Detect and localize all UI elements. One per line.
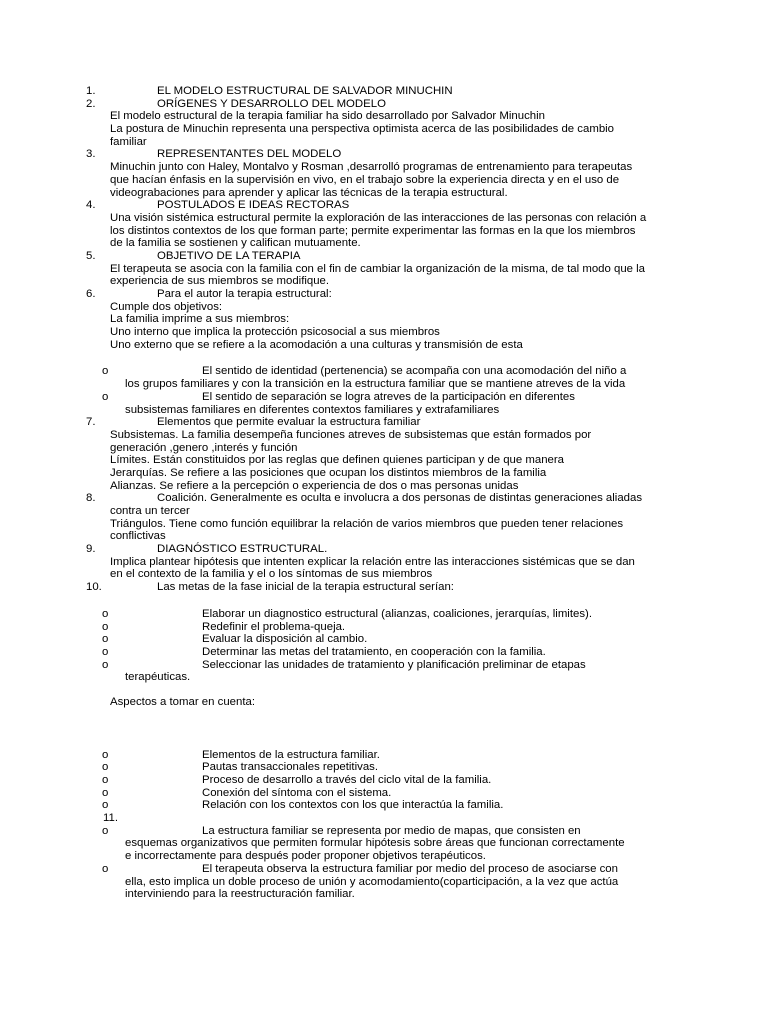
body-text: Minuchin junto con Haley, Montalvo y Rosman ,desarrolló programas de entrenamiento para terapeutas	[110, 161, 633, 174]
list-item	[0, 774, 768, 787]
section-8	[0, 492, 768, 505]
list-item	[0, 633, 768, 646]
bullet-text: Relación con los contextos con los que interactúa la familia.	[202, 799, 504, 812]
section-5	[0, 250, 768, 263]
list-item	[0, 799, 768, 812]
body-text: videograbaciones para aprender y aplicar las técnicas de la terapia estructural.	[110, 186, 508, 199]
body-text: Cumple dos objetivos:	[110, 300, 223, 313]
section-title: Las metas de la fase inicial de la terapia estructural serían:	[157, 581, 454, 594]
bullet-marker: o	[102, 607, 109, 620]
section-title: POSTULADOS E IDEAS RECTORAS	[157, 199, 350, 212]
bullet-continuation: e incorrectamente para después poder proponer objetivos terapéuticos.	[125, 850, 486, 863]
body-text: Uno interno que implica la protección psicosocial a sus miembros	[110, 326, 440, 339]
section-number: 4.	[86, 199, 96, 212]
body-text: los distintos contextos de los que forman parte; permite experimentar las formas en la que los miembros	[110, 224, 636, 237]
bullet-text: Seleccionar las unidades de tratamiento y planificación preliminar de etapas	[202, 658, 586, 671]
list-item	[0, 749, 768, 762]
section-10	[0, 581, 768, 594]
body-text: de la familia se sostienen y califican mutuamente.	[110, 237, 361, 250]
body-text: familiar	[110, 135, 147, 148]
body-text: Límites. Están constituidos por las reglas que definen quienes participan y de que manera	[110, 454, 565, 467]
bullet-continuation: terapéuticas.	[125, 671, 191, 684]
section-title: REPRESENTANTES DEL MODELO	[157, 148, 342, 161]
section-4	[0, 199, 768, 212]
list-item	[0, 659, 768, 672]
bullet-continuation: ella, esto implica un doble proceso de unión y acomodamiento(coparticipación, a la vez que actúa	[125, 875, 619, 888]
body-text: contra un tercer	[110, 505, 190, 517]
section-number: 8.	[86, 492, 96, 505]
bullet-marker: o	[102, 786, 109, 799]
section-3	[0, 148, 768, 161]
section-title: OBJETIVO DE LA TERAPIA	[157, 249, 301, 262]
bullet-text: La estructura familiar se representa por medio de mapas, que consisten en	[202, 824, 581, 837]
body-text: Implica plantear hipótesis que intenten explicar la relación entre las interacciones sistémicas que se dan	[110, 555, 635, 568]
bullet-text: Conexión del síntoma con el sistema.	[202, 786, 392, 799]
list-item	[0, 621, 768, 634]
body-text: La familia imprime a sus miembros:	[110, 313, 290, 326]
bullet-text: Elaborar un diagnostico estructural (alianzas, coaliciones, jerarquías, limites).	[202, 607, 592, 620]
body-text: en el contexto de la familia y el o los síntomas de sus miembros	[110, 568, 433, 581]
bullet-text: El sentido de separación se logra atreves de la participación en diferentes	[202, 390, 575, 403]
bullet-text: Pautas transaccionales repetitivas.	[202, 761, 379, 774]
body-text: Subsistemas. La familia desempeña funciones atreves de subsistemas que están formados por	[110, 428, 592, 441]
list-item	[0, 608, 768, 621]
bullet-text: Elementos de la estructura familiar.	[202, 748, 380, 761]
body-text: experiencia de sus miembros se modifique.	[110, 275, 330, 288]
body-text: conflictivas	[110, 530, 166, 543]
bullet-continuation: subsistemas familiares en diferentes contextos familiares y extrafamiliares	[125, 403, 500, 416]
bullet-marker: o	[102, 761, 109, 774]
body-text: El modelo estructural de la terapia familiar ha sido desarrollado por Salvador Minuchin	[110, 110, 545, 123]
list-item	[0, 825, 768, 838]
section-number: 2.	[86, 97, 96, 110]
document-page	[0, 85, 768, 901]
body-text: Una visión sistémica estructural permite la exploración de las interacciones de las personas con relación a	[110, 211, 647, 224]
bullet-text: El sentido de identidad (pertenencia) se acompaña con una acomodación del niño a	[202, 365, 627, 378]
section-title: Para el autor la terapia estructural:	[157, 288, 332, 300]
body-text: Aspectos a tomar en cuenta:	[110, 695, 255, 708]
body-text: Triángulos. Tiene como función equilibrar la relación de varios miembros que pueden tener relaciones	[110, 517, 624, 530]
aspects-title	[0, 696, 768, 709]
bullet-text: Determinar las metas del tratamiento, en cooperación con la familia.	[202, 645, 546, 658]
bullet-text: El terapeuta observa la estructura familiar por medio del proceso de asociarse con	[202, 862, 618, 875]
list-item	[0, 646, 768, 659]
section-number: 7.	[86, 416, 96, 429]
bullet-marker: o	[102, 799, 109, 812]
bullet-text: Redefinir el problema-queja.	[202, 620, 346, 633]
list-item	[0, 391, 768, 404]
section-title: Coalición. Generalmente es oculta e involucra a dos personas de distintas generaciones aliadas	[157, 492, 643, 505]
list-item	[0, 787, 768, 800]
bullet-marker: o	[102, 824, 109, 837]
bullet-marker: o	[102, 774, 109, 786]
list-item	[0, 863, 768, 876]
section-2	[0, 98, 768, 111]
body-text: La postura de Minuchin representa una perspectiva optimista acerca de las posibilidades de cambio	[110, 123, 615, 136]
body-text: que hacían énfasis en la supervisión en vivo, en el trabajo sobre la experiencia directa y en el uso de	[110, 173, 620, 186]
section-9	[0, 543, 768, 556]
body-text: Jerarquías. Se refiere a las posiciones que ocupan los distintos miembros de la familia	[110, 466, 547, 479]
bullet-text: Proceso de desarrollo a través del ciclo vital de la familia.	[202, 774, 492, 786]
bullet-continuation: los grupos familiares y con la transición en la estructura familiar que se mantiene atreves de la vida	[125, 378, 626, 391]
bullet-marker: o	[102, 862, 109, 875]
section-number: 9.	[86, 543, 96, 556]
section-number: 10.	[86, 581, 102, 594]
section-1	[0, 85, 768, 98]
section-11	[0, 812, 768, 825]
section-title: EL MODELO ESTRUCTURAL DE SALVADOR MINUCHIN	[157, 85, 453, 97]
section-number: 1.	[86, 85, 96, 97]
bullet-marker: o	[102, 658, 109, 671]
section-number: 3.	[86, 148, 96, 161]
bullet-text: Evaluar la disposición al cambio.	[202, 633, 368, 646]
bullet-continuation: interviniendo para la reestructuración familiar.	[125, 888, 355, 901]
section-number: 5.	[86, 249, 96, 262]
bullet-marker: o	[102, 633, 109, 646]
section-6	[0, 288, 768, 301]
bullet-marker: o	[102, 748, 109, 761]
body-text: Alianzas. Se refiere a la percepción o experiencia de dos o mas personas unidas	[110, 479, 519, 492]
bullet-marker: o	[102, 645, 109, 658]
bullet-marker: o	[102, 390, 109, 403]
section-title: DIAGNÓSTICO ESTRUCTURAL.	[157, 543, 328, 556]
list-item	[0, 365, 768, 378]
bullet-continuation: esquemas organizativos que permiten formular hipótesis sobre áreas que funcionan correctamente	[125, 837, 625, 850]
section-title: ORÍGENES Y DESARROLLO DEL MODELO	[157, 97, 386, 110]
body-text: Uno externo que se refiere a la acomodación a una culturas y transmisión de esta	[110, 338, 523, 351]
body-text: El terapeuta se asocia con la familia con el fin de cambiar la organización de la misma, de tal modo que la	[110, 262, 646, 275]
body-text: generación ,genero ,interés y función	[110, 441, 298, 454]
section-number: 6.	[86, 288, 96, 300]
list-item	[0, 761, 768, 774]
bullet-marker: o	[102, 620, 109, 633]
bullet-marker: o	[102, 365, 109, 378]
section-number: 11.	[103, 812, 118, 825]
section-title: Elementos que permite evaluar la estructura familiar	[157, 416, 421, 429]
section-7	[0, 416, 768, 429]
